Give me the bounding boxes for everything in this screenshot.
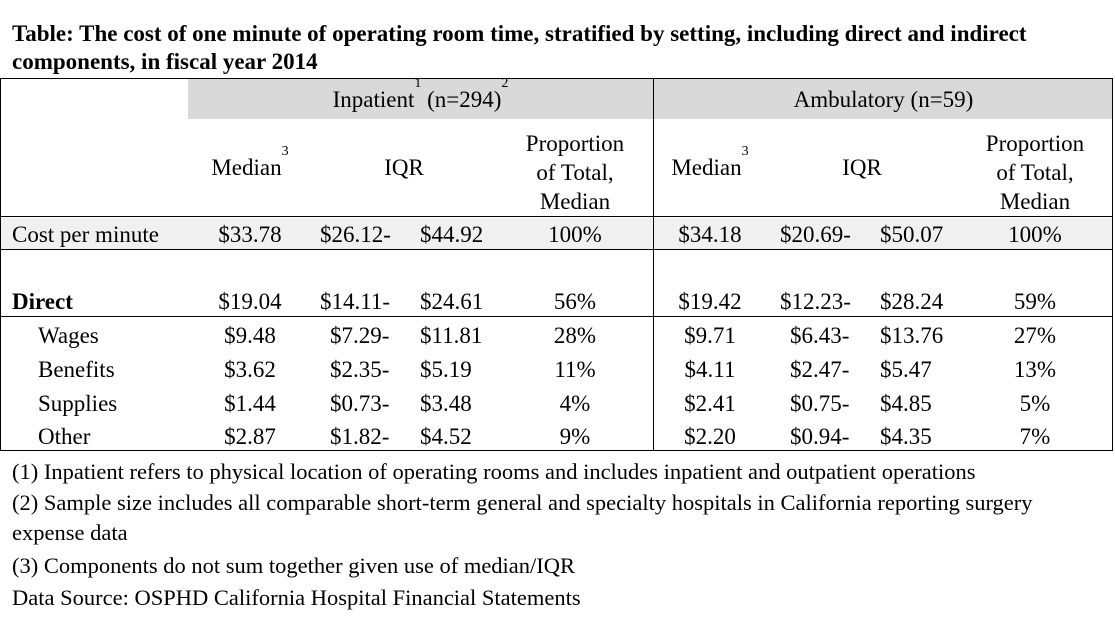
cell-amb-iqr-low: $0.75- <box>790 391 850 416</box>
cell-in-iqr-high: $3.48 <box>420 391 472 416</box>
cell-amb-iqr-high: $28.24 <box>880 289 944 314</box>
cell-amb-prop: 7% <box>1019 424 1051 449</box>
cell-amb-median: $2.41 <box>684 391 736 416</box>
inpatient-group-header: Inpatient$^1$ (n=294)$^2$ <box>332 76 509 112</box>
cell-in-prop: 11% <box>554 357 596 382</box>
cell-in-prop: 28% <box>553 323 597 348</box>
amb-proportion-header: Proportion of Total, Median <box>985 131 1085 214</box>
cell-amb-median: $19.42 <box>678 289 742 314</box>
cell-amb-prop: 13% <box>1013 357 1057 382</box>
cell-in-iqr-high: $4.52 <box>420 424 472 449</box>
cell-in-iqr-high: $24.61 <box>420 289 484 314</box>
cell-amb-iqr-low: $0.94- <box>790 424 850 449</box>
cell-amb-median: $2.20 <box>684 424 736 449</box>
cell-amb-iqr-high: $50.07 <box>880 222 944 247</box>
cell-amb-prop: 59% <box>1013 289 1057 314</box>
row-label-supplies: Supplies <box>38 391 118 416</box>
cell-in-iqr-high: $5.19 <box>420 357 472 382</box>
cell-amb-prop: 27% <box>1013 323 1057 348</box>
cell-amb-iqr-low: $20.69- <box>780 222 851 247</box>
cell-amb-iqr-low: $6.43- <box>790 323 850 348</box>
footnote-1: (1) Inpatient refers to physical location of operating rooms and includes inpatient and outpatient operations <box>12 459 976 484</box>
cell-in-median: $1.44 <box>224 391 276 416</box>
cell-amb-iqr-high: $4.35 <box>880 424 932 449</box>
cell-in-median: $9.48 <box>224 323 276 348</box>
cost-row-bottom-line <box>0 249 1113 250</box>
cell-amb-iqr-high: $13.76 <box>880 323 944 348</box>
left-border <box>0 79 1 450</box>
cell-in-median: $3.62 <box>224 357 276 382</box>
cell-in-iqr-low: $26.12- <box>320 222 391 247</box>
in-iqr-header: IQR <box>384 155 424 180</box>
cell-in-iqr-low: $1.82- <box>330 424 390 449</box>
cell-amb-median: $34.18 <box>678 222 742 247</box>
row-label-benefits: Benefits <box>38 357 115 382</box>
cell-in-prop: 56% <box>553 289 597 314</box>
cell-amb-median: $9.71 <box>684 323 736 348</box>
cost-table <box>0 78 1113 451</box>
right-border <box>1112 79 1113 450</box>
table-title: Table: The cost of one minute of operating room time, stratified by setting, including direct and indirect components, in fiscal year 2014 <box>12 21 1027 74</box>
cell-in-median: $2.87 <box>224 424 276 449</box>
cell-amb-median: $4.11 <box>684 357 736 382</box>
cell-amb-prop: 100% <box>1008 222 1062 247</box>
row-label-other: Other <box>38 424 91 449</box>
amb-iqr-header: IQR <box>842 155 882 180</box>
cell-in-prop: 4% <box>559 391 591 416</box>
row-label-cost: Cost per minute <box>12 222 159 247</box>
row-label-direct: Direct <box>12 289 73 314</box>
cell-in-iqr-low: $7.29- <box>330 323 390 348</box>
ambulatory-group-header: Ambulatory (n=59) <box>793 87 974 112</box>
in-proportion-header: Proportion of Total, Median <box>525 131 625 214</box>
cell-in-iqr-high: $11.81 <box>420 323 483 348</box>
cell-amb-iqr-high: $5.47 <box>880 357 932 382</box>
row-label-wages: Wages <box>38 323 99 348</box>
data-source: Data Source: OSPHD California Hospital Financial Statements <box>12 585 581 610</box>
cell-in-iqr-low: $0.73- <box>330 391 390 416</box>
amb-median-header: Median$^3$ <box>671 144 749 180</box>
cell-in-iqr-high: $44.92 <box>420 222 484 247</box>
in-median-header: Median$^3$ <box>211 144 289 180</box>
cell-in-prop: 9% <box>559 424 591 449</box>
cell-in-median: $19.04 <box>218 289 282 314</box>
cell-amb-iqr-high: $4.85 <box>880 391 932 416</box>
cell-in-median: $33.78 <box>218 222 282 247</box>
footnotes <box>12 456 1107 614</box>
cell-amb-prop: 5% <box>1019 391 1051 416</box>
direct-row-bottom-line <box>0 316 1113 317</box>
footnote-2: (2) Sample size includes all comparable short-term general and specialty hospitals in California reporting surgery expense data <box>12 490 1033 545</box>
cell-in-iqr-low: $14.11- <box>320 289 391 314</box>
footnote-3: (3) Components do not sum together given use of median/IQR <box>12 553 576 578</box>
header-bottom-line <box>0 216 1113 217</box>
cell-amb-iqr-low: $2.47- <box>790 357 850 382</box>
cell-in-prop: 100% <box>548 222 602 247</box>
cell-amb-iqr-low: $12.23- <box>780 289 851 314</box>
cell-in-iqr-low: $2.35- <box>330 357 390 382</box>
